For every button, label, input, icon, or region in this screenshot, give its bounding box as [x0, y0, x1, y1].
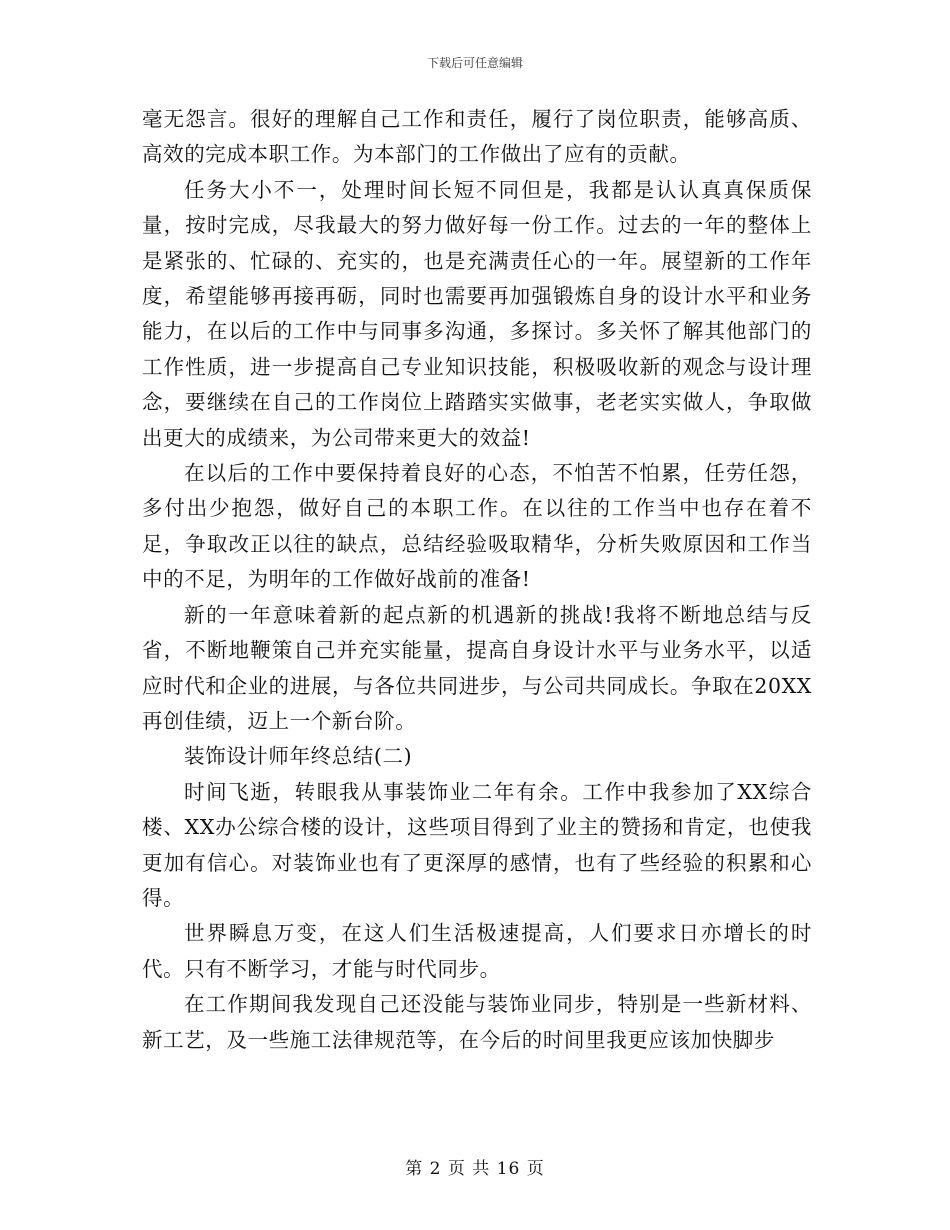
page-number-footer: 第 2 页 共 16 页 [405, 1159, 545, 1179]
section-heading: 装饰设计师年终总结(二) [184, 744, 413, 769]
paragraph-attitude: 在以后的工作中要保持着良好的心态，不怕苦不怕累，任劳任怨，多付出少抱怨，做好自己的本职工作。在以往的工作当中也存在着不足，争取改正以往的缺点，总结经验吸取精华，分析失败原因和工作当中的不足，为明年的工作做好战前的准备! [142, 461, 812, 592]
paragraph-time-flies: 时间飞逝，转眼我从事装饰业二年有余。工作中我参加了XX综合楼、XX办公综合楼的设计，这些项目得到了业主的赞扬和肯定，也使我更加有信心。对装饰业也有了更深厚的感情，也有了些经验的积累和心得。 [142, 779, 812, 910]
document-body [142, 102, 812, 1058]
paragraph-new-year: 新的一年意味着新的起点新的机遇新的挑战!我将不断地总结与反省，不断地鞭策自己并充实能量，提高自身设计水平与业务水平，以适应时代和企业的进展，与各位共同进步，与公司共同成长。争取在20XX再创佳绩，迈上一个新台阶。 [142, 602, 812, 733]
paragraph-world-changes: 世界瞬息万变，在这人们生活极速提高，人们要求日亦增长的时代。只有不断学习，才能与时代同步。 [142, 921, 812, 981]
paragraph-tasks: 任务大小不一，处理时间长短不同但是，我都是认认真真保质保量，按时完成，尽我最大的努力做好每一份工作。过去的一年的整体上是紧张的、忙碌的、充实的，也是充满责任心的一年。展望新的工作年度，希望能够再接再砺，同时也需要再加强锻炼自身的设计水平和业务能力，在以后的工作中与同事多沟通，多探讨。多关怀了解其他部门的工作性质，进一步提高自己专业知识技能，积极吸收新的观念与设计理念，要继续在自己的工作岗位上踏踏实实做事，老老实实做人，争取做出更大的成绩来，为公司带来更大的效益! [142, 177, 812, 450]
page-header-note: 下载后可任意编辑 [426, 56, 523, 70]
paragraph-continuation: 毫无怨言。很好的理解自己工作和责任，履行了岗位职责，能够高质、高效的完成本职工作。为本部门的工作做出了应有的贡献。 [142, 107, 812, 167]
paragraph-work-period: 在工作期间我发现自己还没能与装饰业同步，特别是一些新材料、新工艺，及一些施工法律规范等，在今后的时间里我更应该加快脚步 [142, 992, 812, 1052]
